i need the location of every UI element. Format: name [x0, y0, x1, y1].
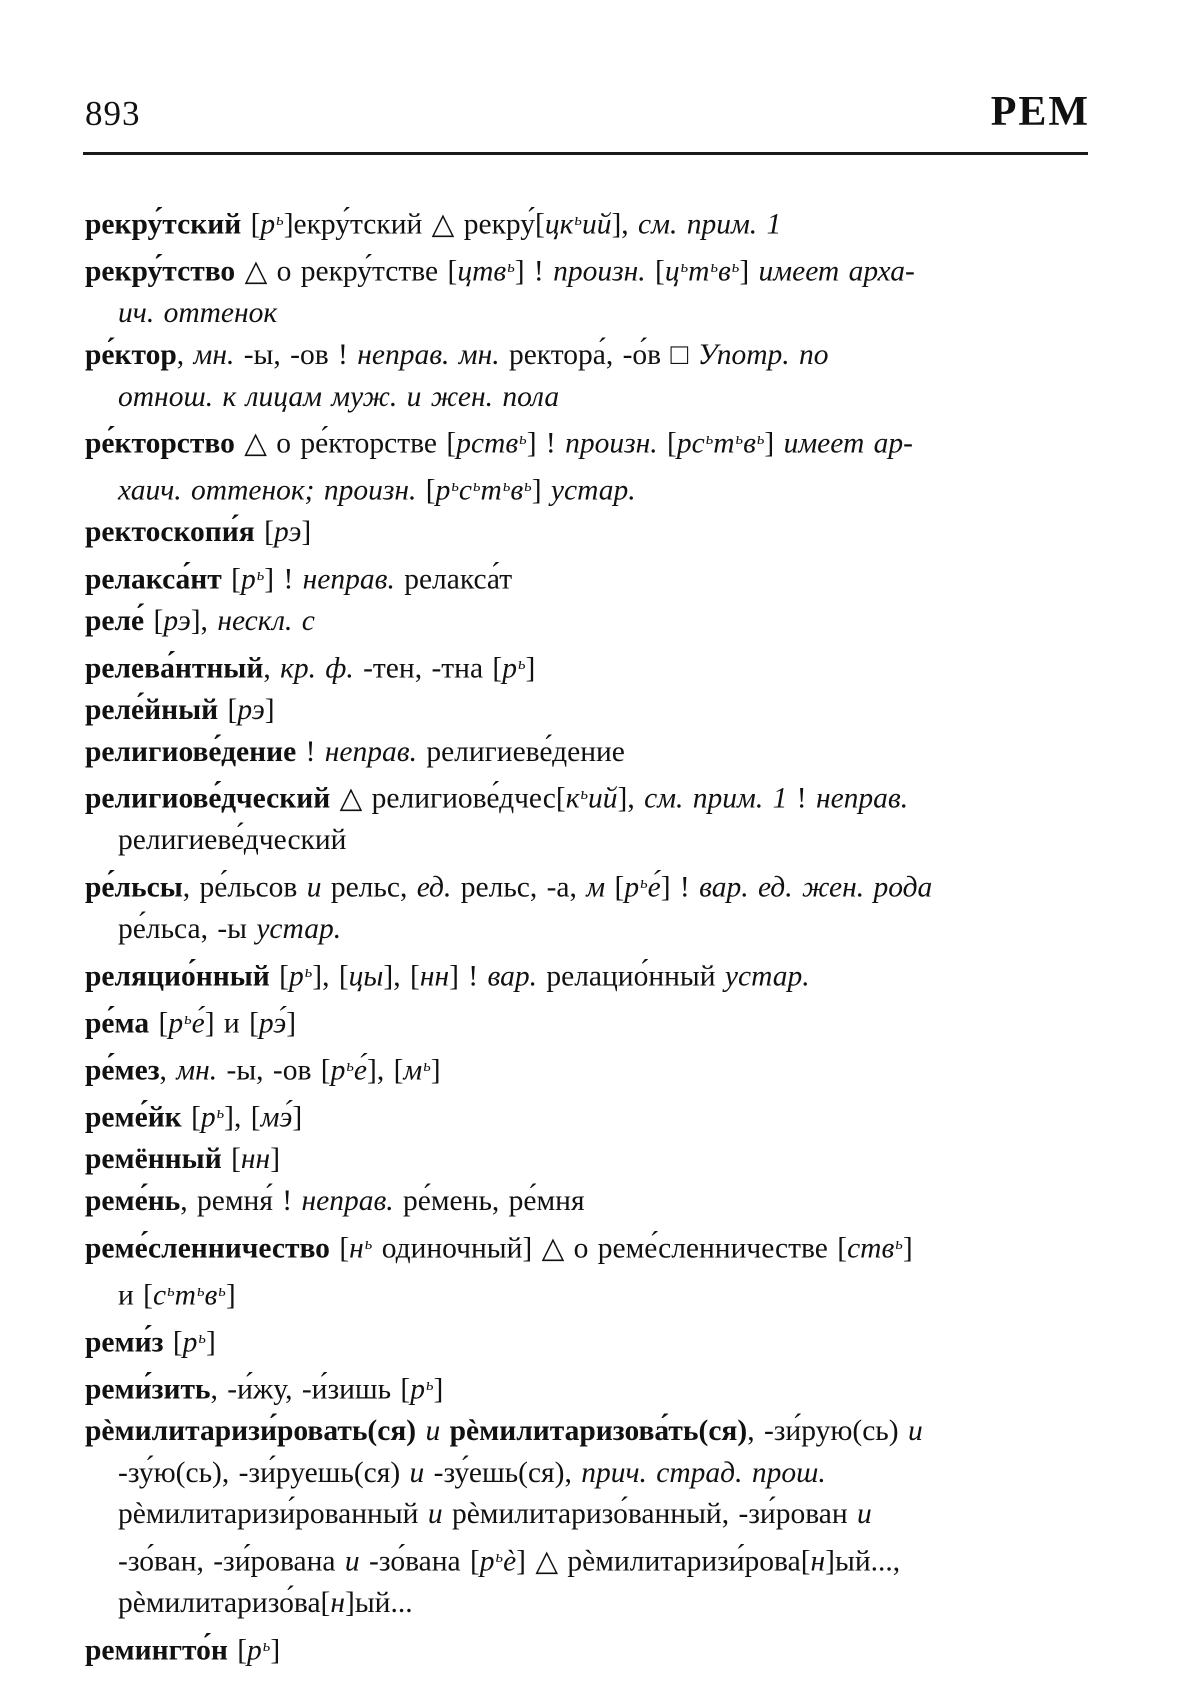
entry-line: рекру́тский $[р^ь]екру́тский$ △ $рекру́[цк^ьий]$, см. прим. 1	[85, 208, 782, 241]
entry-line: -зу́ю(сь), -зи́руешь(ся) и -зу́ешь(ся), прич. страд. прош.	[118, 1456, 826, 1489]
entry-line: рекру́тство △ о рекру́тстве [цтв$^ь$] ! произн. $[ц^ьт^ьв^ь]$ имеет арха-	[85, 255, 915, 288]
entry-line: религиеве́дческий	[118, 824, 347, 857]
entry-line: релакса́нт $[р^ь]$ ! неправ. релакса́т	[85, 563, 513, 596]
entry-line: рѐмилитаризо́ва[н]ый...	[118, 1587, 413, 1620]
entry-line: ре́льсы, ре́льсов и рельс, ед. рельс, -а, м $[р^ье́]$ ! вар. ед. жен. рода	[85, 871, 933, 904]
entry-line: релева́нтный, кр. ф. -тен, -тна $[р^ь]$	[85, 652, 536, 685]
entry-line: реме́йк $[р^ь]$, [мэ́]	[85, 1101, 303, 1134]
entry-line: реме́сленничество [$н^ь$ одиночный] △ о реме́сленничестве [ств$^ь$]	[85, 1232, 913, 1265]
page-header	[85, 88, 1090, 136]
page-number: 893	[85, 94, 141, 133]
entry-line: реле́ [рэ], нескл. с	[85, 605, 315, 638]
entry-line: хаич. оттенок; произн. $[р^ьс^ьт^ьв^ь]$ устар.	[118, 474, 636, 507]
entry-line: ре́ма $[р^ье́]$ и [рэ́]	[85, 1007, 297, 1040]
entry-line: ре́ктор, мн. -ы, -ов ! неправ. мн. ректора́, -о́в □ Употр. по	[85, 338, 829, 371]
entry-line: ре́мез, мн. -ы, -ов $[р^ье́]$, $[м^ь]$	[85, 1054, 441, 1087]
entry-line: реле́йный [рэ]	[85, 694, 275, 726]
entry-line: ре́льса, -ы устар.	[118, 913, 342, 946]
entry-line: реми́з $[р^ь]$	[85, 1326, 216, 1359]
entry-line: реми́зить, -и́жу, -и́зишь $[р^ь]$	[85, 1373, 444, 1406]
entry-line: рѐмилитаризи́ровать(ся) и рѐмилитаризова́ть(ся), -зи́рую(сь) и	[85, 1415, 923, 1448]
entry-line: и $[с^ьт^ьв^ь]$	[118, 1279, 236, 1312]
header-rule	[83, 152, 1088, 155]
entry-line: ич. оттенок	[118, 297, 278, 330]
entry-line: реляцио́нный $[р^ь]$, [цы], [нн] ! вар. релацио́нный устар.	[85, 960, 810, 993]
entry-line: ре́кторство △ о ре́кторстве [рств$^ь$] ! произн. $[рс^ьт^ьв^ь]$ имеет ар-	[85, 427, 913, 460]
entry-line: ректоскопи́я [рэ]	[85, 516, 312, 549]
entry-line: религиове́дение ! неправ. религиеве́дение	[85, 735, 625, 768]
entry-line: ремённый [нн]	[85, 1143, 281, 1176]
entry-line: рѐмилитаризи́рованный и рѐмилитаризо́ванный, -зи́рован и	[118, 1498, 872, 1531]
entry-line: ремингто́н $[р^ь]$	[85, 1634, 281, 1667]
guide-word: РЕМ	[990, 89, 1090, 135]
entry-line: реме́нь, ремня́ ! неправ. ре́мень, ре́мня	[85, 1185, 585, 1217]
entry-list	[85, 199, 1100, 1672]
entry-line: религиове́дческий △ $религиове́дчес[к^ьий]$, см. прим. 1 ! неправ.	[85, 782, 909, 815]
entry-line: -зо́ван, -зи́рована и -зо́вана $[р^ьѐ]$ △ рѐмилитаризи́рова[н]ый...,	[118, 1545, 901, 1578]
entry-line: отнош. к лицам муж. и жен. пола	[118, 380, 560, 413]
